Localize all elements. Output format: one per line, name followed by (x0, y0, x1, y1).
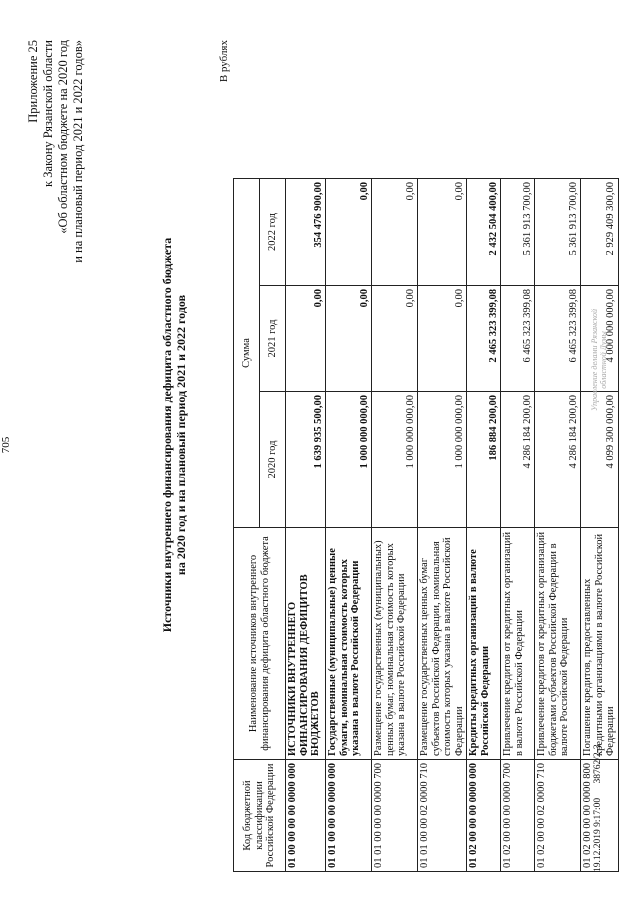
appendix-line-3: «Об областном бюджете на 2020 год (56, 40, 70, 234)
header-sum: Сумма (234, 179, 260, 528)
appendix-line-1: Приложение 25 (26, 40, 40, 123)
units-label: В рублях (218, 40, 230, 83)
row-value-2020: 4 099 300 000,00 (581, 392, 619, 528)
stamp-line-2: областной Думы (599, 331, 608, 389)
header-name: Наименование источников внутреннего финансирования дефицита областного бюджета (234, 528, 286, 760)
row-value-2022: 5 361 913 700,00 (501, 179, 535, 286)
table-row (501, 179, 535, 872)
row-value-2021: 2 465 323 399,08 (467, 286, 501, 392)
title-line-2: на 2020 год и на плановый период 2021 и 2022 годов (174, 294, 188, 576)
row-value-2020: 1 639 935 500,00 (286, 392, 326, 528)
row-value-2022: 0,00 (372, 179, 418, 286)
appendix-heading (26, 40, 86, 470)
row-code: 01 01 00 00 02 0000 710 (418, 760, 467, 872)
row-name: Размещение государственных ценных бумаг субъектов Российской Федерации, номинальная стоимость которых указана в валюте Российской Федерации (418, 528, 467, 760)
row-value-2022: 2 432 504 400,00 (467, 179, 501, 286)
row-value-2022: 0,00 (418, 179, 467, 286)
row-value-2022: 2 929 409 300,00 (581, 179, 619, 286)
row-value-2021: 0,00 (326, 286, 372, 392)
table-row (286, 179, 326, 872)
row-value-2022: 354 476 900,00 (286, 179, 326, 286)
footer (593, 732, 603, 872)
row-name: Размещение государственных (муниципальных) ценных бумаг, номинальная стоимость которых указана в валюте Российской Федерации (372, 528, 418, 760)
row-name: Привлечение кредитов от кредитных организаций в валюте Российской Федерации (501, 528, 535, 760)
appendix-line-4: и на плановый период 2021 и 2022 годов» (71, 40, 85, 263)
row-name: Погашение кредитов, предоставленных кредитными организациями в валюте Российской Федерации (581, 528, 619, 760)
row-code: 01 02 00 00 00 0000 700 (501, 760, 535, 872)
row-value-2022: 0,00 (326, 179, 372, 286)
row-value-2022: 5 361 913 700,00 (535, 179, 581, 286)
sources-table (233, 178, 619, 872)
row-value-2020: 4 286 184 200,00 (535, 392, 581, 528)
registry-stamp (590, 305, 608, 415)
header-2021: 2021 год (260, 286, 286, 392)
row-value-2021: 0,00 (418, 286, 467, 392)
row-value-2021: 0,00 (372, 286, 418, 392)
row-value-2020: 186 884 200,00 (467, 392, 501, 528)
row-name: Государственные (муниципальные) ценные бумаги, номинальная стоимость которых указана в валюте Российской Федерации (326, 528, 372, 760)
footer-timestamp: 19.12.2019 9:17:00 (593, 797, 603, 872)
header-code: Код бюджетной классификации Российской Федерации (234, 760, 286, 872)
table-row (418, 179, 467, 872)
row-code: 01 01 00 00 00 0000 000 (326, 760, 372, 872)
row-name: Кредиты кредитных организаций в валюте Российской Федерации (467, 528, 501, 760)
table-row (326, 179, 372, 872)
row-value-2020: 1 000 000 000,00 (326, 392, 372, 528)
row-code: 01 00 00 00 00 0000 000 (286, 760, 326, 872)
row-value-2020: 4 286 184 200,00 (501, 392, 535, 528)
header-2020: 2020 год (260, 392, 286, 528)
table-row (372, 179, 418, 872)
row-value-2021: 6 465 323 399,08 (535, 286, 581, 392)
document-title (160, 205, 188, 665)
title-line-1: Источники внутреннего финансирования дефицита областного бюджета (160, 237, 174, 633)
row-name: ИСТОЧНИКИ ВНУТРЕННЕГО ФИНАНСИРОВАНИЯ ДЕФИЦИТОВ БЮДЖЕТОВ (286, 528, 326, 760)
row-code: 01 02 00 00 02 0000 710 (535, 760, 581, 872)
row-value-2021: 0,00 (286, 286, 326, 392)
row-name: Привлечение кредитов от кредитных организаций бюджетами субъектов Российской Федерации в валюте Российской Федерации (535, 528, 581, 760)
row-value-2021: 4 000 000 000,00 (581, 286, 619, 392)
page-number: 705 (0, 436, 12, 454)
row-value-2020: 1 000 000 000,00 (418, 392, 467, 528)
row-value-2021: 6 465 323 399,08 (501, 286, 535, 392)
row-code: 01 02 00 00 00 0000 800 (581, 760, 619, 872)
row-code: 01 01 00 00 00 0000 700 (372, 760, 418, 872)
header-2022: 2022 год (260, 179, 286, 286)
row-code: 01 02 00 00 00 0000 000 (467, 760, 501, 872)
row-value-2020: 1 000 000 000,00 (372, 392, 418, 528)
stamp-line-1: Управление делами Рязанской (590, 308, 599, 412)
footer-doc-id: 38762/2-3 (593, 744, 603, 784)
appendix-line-2: к Закону Рязанской области (41, 40, 55, 187)
table-row (467, 179, 501, 872)
table-row (535, 179, 581, 872)
